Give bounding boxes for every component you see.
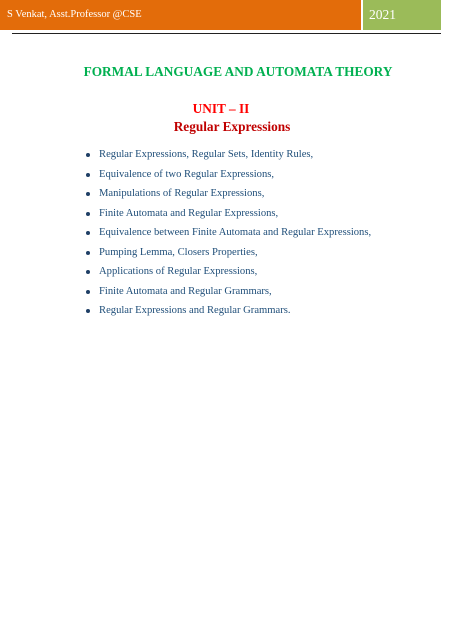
topic-text: Equivalence between Finite Automata and Regular Expressions, [99, 227, 372, 238]
topic-text: Pumping Lemma, Closers Properties, [99, 246, 258, 258]
list-item [84, 168, 371, 188]
header-year: 2021 [363, 0, 441, 30]
topic-text: Applications of Regular Expressions, [99, 266, 258, 277]
topic-text: Regular Expressions, Regular Sets, Identity Rules, [99, 149, 314, 160]
topic-text: Finite Automata and Regular Grammars, [99, 285, 272, 297]
list-item [84, 148, 371, 168]
bullet-icon [86, 153, 90, 157]
bullet-icon [86, 290, 90, 294]
header-divider [12, 33, 441, 34]
page-header [0, 0, 441, 30]
bullet-icon [86, 173, 90, 177]
topic-list [84, 148, 371, 324]
unit-heading: UNIT – II [192, 101, 250, 116]
bullet-icon [86, 309, 90, 313]
list-item [84, 187, 371, 207]
topic-text: Regular Expressions and Regular Grammars. [99, 305, 291, 316]
topic-text: Finite Automata and Regular Expressions, [99, 207, 279, 219]
bullet-icon [86, 270, 90, 274]
document-title: FORMAL LANGUAGE AND AUTOMATA THEORY [83, 64, 393, 79]
list-item [84, 304, 371, 324]
bullet-icon [86, 192, 90, 196]
topic-text: Manipulations of Regular Expressions, [99, 188, 265, 199]
topic-text: Equivalence of two Regular Expressions, [99, 168, 275, 180]
bullet-icon [86, 251, 90, 255]
bullet-icon [86, 231, 90, 235]
unit-subtitle: Regular Expressions [173, 119, 291, 134]
list-item [84, 246, 371, 266]
list-item [84, 265, 371, 285]
bullet-icon [86, 212, 90, 216]
list-item [84, 285, 371, 305]
list-item [84, 226, 371, 246]
list-item [84, 207, 371, 227]
header-author: S Venkat, Asst.Professor @CSE [0, 0, 361, 30]
